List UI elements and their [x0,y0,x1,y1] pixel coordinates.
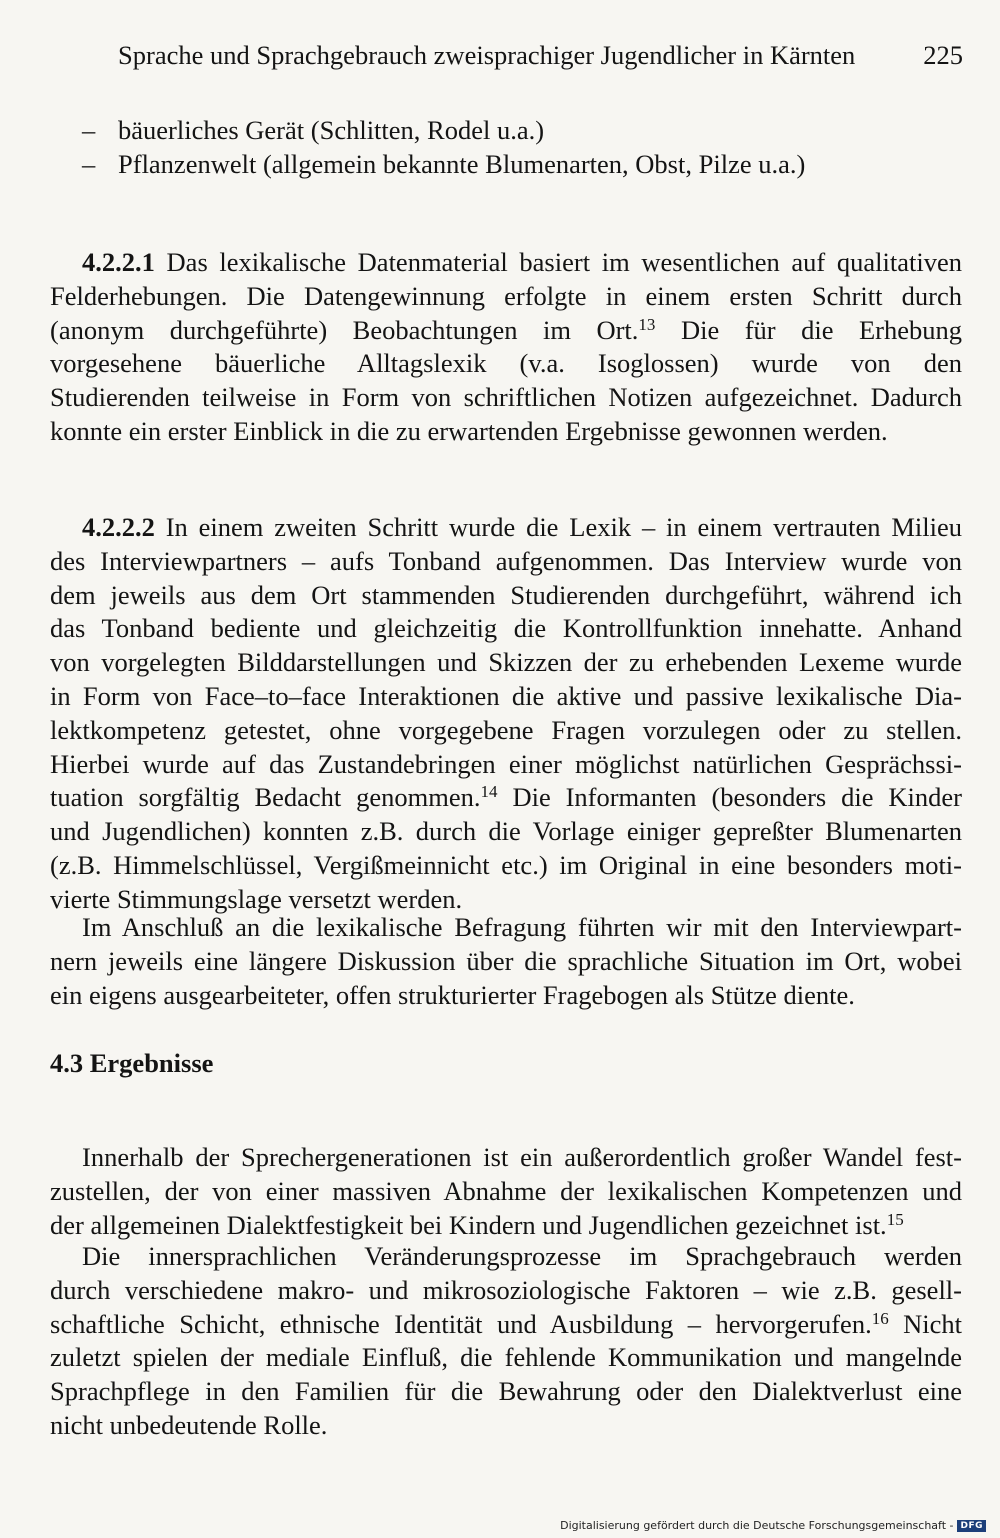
text-line [50,1308,962,1342]
page-number: 225 [923,40,963,70]
text-line [50,314,962,348]
text-line: lektkompetenz getestet, ohne vorgegebene Fragen vorzulegen oder zu stellen. [50,714,962,745]
list-item-text: bäuerliches Gerät (Schlitten, Rodel u.a.) [118,115,545,145]
line-text: In einem zweiten Schritt wurde die Lexik – in einem vertrauten Milieu [165,512,963,542]
text-line: vorgesehene bäuerliche Alltagslexik (v.a. Isoglossen) wurde von den [50,348,962,379]
text-line: des Interviewpartners – aufs Tonband aufgenommen. Das Interview wurde von [50,545,962,576]
footnote-ref[interactable]: 16 [871,1308,889,1328]
footnote-ref[interactable]: 13 [638,314,656,334]
footer-text: Digitalisierung gefördert durch die Deutsche Forschungsgemeinschaft - [560,1519,954,1532]
line-text: Die Informanten (besonders die Kinder [512,782,962,813]
ergebnisse-paragraph-2 [50,1240,962,1443]
text-line: von vorgelegten Bilddarstellungen und Skizzen der zu erhebenden Lexeme wurde [50,647,962,678]
list-dash: – [82,149,96,179]
text-line: Felderhebungen. Die Datengewinnung erfolgte in einem ersten Schritt durch [50,280,962,311]
text-line: durch verschiedene makro- und mikrosoziologische Faktoren – wie z.B. gesell- [50,1274,962,1305]
line-text: schaftliche Schicht, ethnische Identität und Ausbildung – hervorgerufen. [50,1308,872,1339]
list-dash: – [82,115,96,145]
text-line: in Form von Face–to–face Interaktionen die aktive und passive lexikalische Dia- [50,680,962,711]
section-4221-paragraph [50,246,962,449]
line-text: (anonym durchgeführte) Beobachtungen im Ort. [50,314,639,345]
section-number: 4.2.2.1 [82,247,155,277]
text-line: zustellen, der von einer massiven Abnahme der lexikalischen Kompetenzen und [50,1175,962,1206]
text-line: nern jeweils eine längere Diskussion über die sprachliche Situation im Ort, wobei [50,945,962,976]
text-line: konnte ein erster Einblick in die zu erwartenden Ergebnisse gewonnen werden. [50,415,888,446]
text-line: das Tonband bediente und gleichzeitig die Kontrollfunktion innehatte. Anhand [50,613,962,644]
text-line [50,781,962,815]
text-line: nicht unbedeutende Rolle. [50,1409,328,1440]
text-line: ein eigens ausgearbeiteter, offen strukturierter Fragebogen als Stütze diente. [50,979,855,1010]
text-line: zuletzt spielen der mediale Einfluß, die fehlende Kommunikation und mangelnde [50,1342,962,1373]
line-text: Das lexikalische Datenmaterial basiert im wesentlichen auf qualitativen [166,247,962,277]
text-line: Innerhalb der Sprechergenerationen ist ein außerordentlich großer Wandel fest- [82,1142,962,1172]
line-text: der allgemeinen Dialektfestigkeit bei Kindern und Jugendlichen gezeichnet ist. [50,1209,887,1240]
footnote-ref[interactable]: 14 [480,782,498,802]
line-text: Nicht [903,1308,963,1339]
text-line: Im Anschluß an die lexikalische Befragung führten wir mit den Interviewpart- [82,912,962,942]
section-number: 4.2.2.2 [82,512,155,542]
list-item [82,113,962,147]
text-line [50,511,962,545]
ergebnisse-paragraph-1 [50,1141,962,1242]
section-4222-paragraph [50,511,962,917]
text-line: Hierbei wurde auf das Zustandebringen einer möglichst natürlichen Gesprächssi- [50,748,962,779]
running-header [118,38,963,72]
text-line [50,246,962,280]
section-heading-4-3: 4.3 Ergebnisse [50,1048,214,1078]
bullet-list [82,113,962,181]
text-line: (z.B. Himmelschlüssel, Vergißmeinnicht etc.) im Original in eine besonders moti- [50,849,962,880]
list-item-text: Pflanzenwelt (allgemein bekannte Blumenarten, Obst, Pilze u.a.) [118,149,806,179]
running-title: Sprache und Sprachgebrauch zweisprachiger Jugendlicher in Kärnten [118,40,856,70]
line-text: tuation sorgfältig Bedacht genommen. [50,782,481,813]
text-line: Studierenden teilweise in Form von schriftlichen Notizen aufgezeichnet. Dadurch [50,382,962,413]
text-line: vierte Stimmungslage versetzt werden. [50,883,463,914]
text-line: Sprachpflege in den Familien für die Bewahrung oder den Dialektverlust eine [50,1376,962,1407]
text-line [50,1209,962,1243]
text-line: Die innersprachlichen Veränderungsprozesse im Sprachgebrauch werden [82,1241,962,1271]
anschluss-paragraph [50,911,962,1012]
line-text: Die für die Erhebung [680,314,963,345]
list-item [82,147,962,181]
text-line: und Jugendlichen) konnten z.B. durch die Vorlage einiger gepreßter Blumenarten [50,816,962,847]
digitization-footer [560,1519,986,1532]
text-line: dem jeweils aus dem Ort stammenden Studierenden durchgeführt, während ich [50,579,962,610]
dfg-logo: DFG [957,1520,986,1532]
footnote-ref[interactable]: 15 [886,1209,904,1229]
